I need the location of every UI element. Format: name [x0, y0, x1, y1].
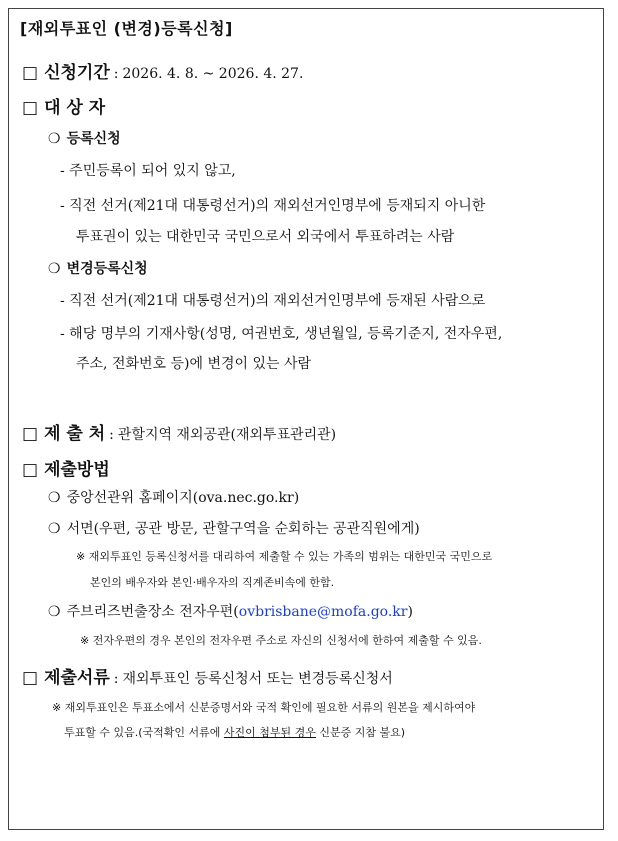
circle-bullet-icon: ❍	[48, 490, 61, 506]
method-heading: 제출방법	[44, 460, 110, 480]
method-item-2	[48, 518, 420, 538]
office-colon: :	[109, 427, 114, 443]
method-item-2-text: 서면(우편, 공관 방문, 관할구역을 순회하는 공관직원에게)	[66, 521, 420, 537]
method-item-1-text: 중앙선관위 홈페이지(ova.nec.go.kr)	[66, 490, 300, 506]
change-line-1: - 직전 선거(제21대 대통령선거)의 재외선거인명부에 등재된 사람으로	[60, 293, 486, 309]
circle-bullet-icon: ❍	[48, 521, 61, 537]
method-note-3: ※ 전자우편의 경우 본인의 전자우편 주소로 자신의 신청서에 한하여 제출할 수 있음.	[80, 634, 482, 647]
method-section	[22, 455, 110, 480]
method-item-3	[48, 601, 413, 621]
period-value: 2026. 4. 8. ~ 2026. 4. 27.	[122, 66, 304, 82]
square-bullet-icon: □	[22, 460, 39, 480]
period-colon: :	[113, 66, 119, 82]
reg-subheading	[48, 128, 121, 148]
page-title: [재외투표인 (변경)등록신청]	[20, 19, 233, 38]
change-line-3: 주소, 전화번호 등)에 변경이 있는 사람	[76, 356, 312, 372]
docs-note-2-prefix: 투표할 수 있음.(국적확인 서류에	[64, 726, 224, 739]
docs-value: 재외투표인 등록신청서 또는 변경등록신청서	[122, 671, 393, 687]
docs-section	[22, 663, 393, 688]
method-note-2a: ※ 재외투표인 등록신청서를 대리하여 제출할 수 있는 가족의 범위는 대한민국 국민으로	[76, 550, 493, 563]
method-item-3-prefix: 주브리즈번출장소 전자우편(	[66, 604, 239, 620]
office-value: 관할지역 재외공관(재외투표관리관)	[117, 427, 337, 443]
docs-colon: :	[113, 671, 119, 687]
target-section	[22, 93, 105, 118]
change-heading: 변경등록신청	[66, 261, 148, 277]
office-heading: 제 출 처	[44, 424, 106, 444]
docs-note-2	[64, 724, 405, 740]
email-link[interactable]: ovbrisbane@mofa.go.kr	[238, 604, 408, 620]
method-item-1	[48, 487, 299, 507]
change-line-2: - 해당 명부의 기재사항(성명, 여권번호, 생년월일, 등록기준지, 전자우편,	[60, 326, 503, 342]
period-section	[22, 58, 303, 83]
reg-heading: 등록신청	[66, 131, 121, 147]
method-item-3-suffix: )	[407, 604, 413, 620]
reg-line-2: - 직전 선거(제21대 대통령선거)의 재외선거인명부에 등재되지 아니한	[60, 198, 486, 214]
docs-note-1: ※ 재외투표인은 투표소에서 신분증명서와 국적 확인에 필요한 서류의 원본을 제시하여야	[52, 701, 476, 714]
square-bullet-icon: □	[22, 424, 39, 444]
change-subheading	[48, 258, 148, 278]
docs-note-2-suffix: 신분증 지참 불요)	[315, 726, 406, 739]
circle-bullet-icon: ❍	[48, 604, 61, 620]
reg-line-1: - 주민등록이 되어 있지 않고,	[60, 163, 236, 179]
target-heading: 대 상 자	[44, 98, 106, 118]
office-section	[22, 419, 336, 444]
reg-line-3: 투표권이 있는 대한민국 국민으로서 외국에서 투표하려는 사람	[76, 229, 455, 245]
period-heading: 신청기간	[44, 63, 110, 83]
docs-heading: 제출서류	[44, 668, 110, 688]
circle-bullet-icon: ❍	[48, 131, 61, 147]
docs-note-2-underlined: 사진이 첨부된 경우	[223, 726, 316, 739]
square-bullet-icon: □	[22, 98, 39, 118]
method-note-2b: 본인의 배우자와 본인·배우자의 직계존비속에 한함.	[90, 576, 335, 589]
circle-bullet-icon: ❍	[48, 261, 61, 277]
square-bullet-icon: □	[22, 668, 39, 688]
square-bullet-icon: □	[22, 63, 39, 83]
